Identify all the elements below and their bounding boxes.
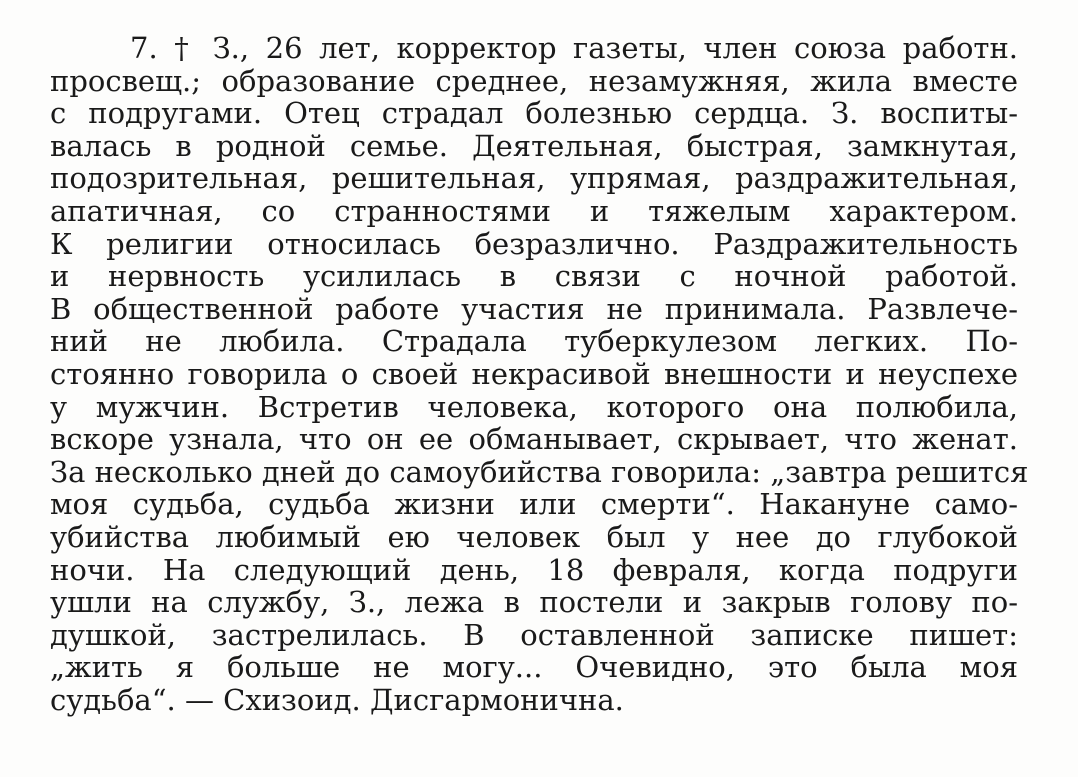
text-line: [50, 423, 1018, 456]
text-line: [50, 293, 1018, 326]
text-line-content: „жить я больше не могу... Очевидно, это была моя: [50, 650, 1018, 685]
text-line: [50, 619, 1018, 652]
text-line: [50, 454, 1029, 489]
text-line-content: с подругами. Отец страдал болезнью сердца. З. воспиты-: [50, 96, 1018, 131]
text-line-content: моя судьба, судьба жизни или смерти“. Накануне само-: [50, 487, 1018, 522]
text-line-content: убийства любимый ею человек был у нее до глубокой: [50, 519, 1018, 554]
text-line-content: К религии относилась безразлично. Раздражительность: [50, 226, 1018, 261]
text-line: [50, 260, 1018, 293]
text-line: [50, 554, 1018, 587]
text-line: [50, 358, 1018, 391]
text-line-content: просвещ.; образование среднее, незамужняя, жила вместе: [50, 63, 1018, 98]
text-line-content: апатичная, со странностями и тяжелым характером.: [50, 193, 1018, 228]
case-record-paragraph: [50, 31, 1029, 717]
text-line-content: судьба“. — Схизоид. Дисгармонична.: [50, 682, 624, 717]
text-line-content: стоянно говорила о своей некрасивой внешности и неуспехе: [50, 356, 1018, 391]
text-line: [50, 97, 1018, 130]
text-line-content: 7. † З., 26 лет, корректор газеты, член союза работн.: [130, 31, 1018, 65]
text-line-content: подозрительная, решительная, упрямая, раздражительная,: [50, 161, 1018, 196]
text-line: [50, 521, 1018, 554]
text-line: [50, 195, 1018, 228]
text-line: [50, 651, 1018, 684]
text-line: [50, 391, 1018, 424]
text-line: [50, 228, 1018, 261]
text-line: [50, 162, 1018, 195]
text-line-content: у мужчин. Встретив человека, которого она полюбила,: [50, 389, 1018, 424]
text-line-content: ний не любила. Страдала туберкулезом легких. По-: [50, 324, 1018, 359]
text-line: [50, 325, 1018, 358]
text-line-content: За несколько дней до самоубийства говорила: „завтра решится: [50, 454, 1029, 489]
text-line-content: вскоре узнала, что он ее обманывает, скрывает, что женат.: [50, 422, 1018, 457]
text-line: [50, 65, 1018, 98]
text-line-content: валась в родной семье. Деятельная, быстрая, замкнутая,: [50, 128, 1018, 163]
text-line-content: В общественной работе участия не принимала. Развлече-: [50, 291, 1018, 326]
text-line: [50, 488, 1018, 521]
text-line-content: ушли на службу, З., лежа в постели и закрыв голову по-: [50, 585, 1018, 620]
text-line-content: и нервность усилилась в связи с ночной работой.: [50, 259, 1018, 294]
text-line-content: душкой, застрелилась. В оставленной записке пишет:: [50, 617, 1018, 652]
text-line: [50, 32, 1018, 65]
text-line-last: [50, 684, 1018, 717]
text-line: [50, 586, 1018, 619]
text-line-content: ночи. На следующий день, 18 февраля, когда подруги: [50, 552, 1018, 587]
text-line: [50, 130, 1018, 163]
